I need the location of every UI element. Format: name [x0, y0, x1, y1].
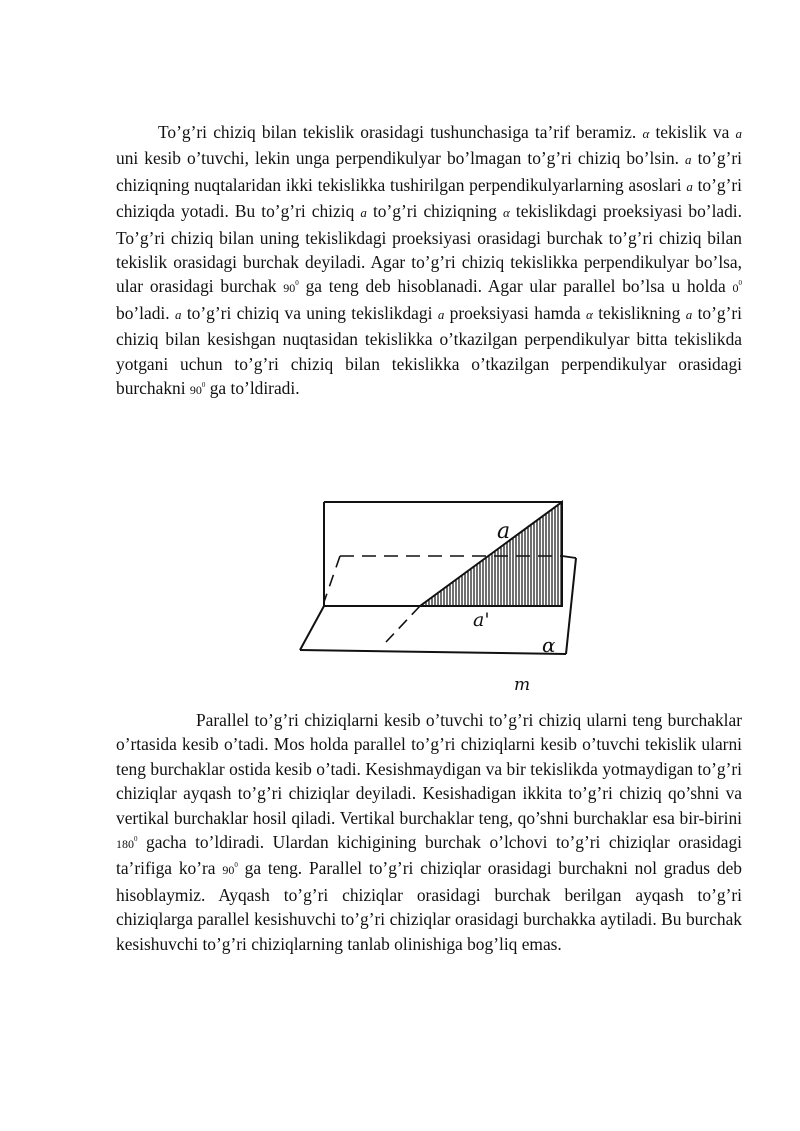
text-span: tekislikning [592, 302, 686, 323]
degree-superscript: 0 [201, 381, 206, 390]
symbol-a: a [686, 178, 693, 194]
degree-value: 90 [189, 383, 202, 398]
text-span: ga teng deb hisoblanadi. Agar ular parallel bo’lsa u holda [298, 276, 733, 297]
geometry-drawing [290, 494, 590, 694]
symbol-alpha: α [586, 306, 593, 322]
label-line-a: a [497, 519, 511, 544]
text-span: To’g’ri chiziq bilan tekislik orasidagi tushunchasiga ta’rif beramiz. [158, 122, 643, 142]
symbol-a: a [360, 205, 367, 221]
paragraph-angle-line-plane [116, 120, 742, 402]
degree-value: 180 [116, 837, 134, 852]
degree-superscript: 0 [234, 861, 238, 870]
text-span: proeksiyasi hamda [444, 302, 586, 323]
degree-superscript: 0 [295, 279, 299, 288]
text-span: tekislikdagi proeksiyasi bo’ladi. To’g’ri chiziq bilan uning tekislikdagi proeksiyasi orasidagi burchak to’g’ri chiziq bilan tekislik orasidagi burchak deyiladi. Agar to’g’ri chiziq tekislikka perpendikulyar bo’lsa, ular orasidagi burchak [116, 201, 742, 297]
degree-superscript: 0 [134, 835, 138, 844]
symbol-a: a [685, 152, 692, 168]
text-span: ga to’ldiradi. [205, 378, 300, 399]
projection-dashed-line [386, 606, 420, 642]
paragraph-parallel-skew-lines [116, 708, 742, 956]
plane-left-front-edge [300, 606, 324, 650]
label-caption-m: m [514, 675, 531, 694]
degree-value: 90 [283, 281, 296, 296]
symbol-a: a [735, 126, 742, 141]
hatched-triangle [420, 502, 562, 606]
symbol-a: a [685, 306, 693, 322]
text-span: Parallel to’g’ri chiziqlarni kesib o’tuvchi to’g’ri chiziq ularni teng burchaklar o’rtasida kesib o’tadi. Mos holda parallel to’g’ri chiziqlarni kesib o’tuvchi tekislik ularni teng burchaklar ostida kesib o’tadi. Kesishmaydigan va bir tekislikda yotmaydigan to’g’ri chiziqlar ayqash to’g’ri chiziqlar deyiladi. Kesishadigan ikkita to’g’ri chiziq qo’shni va vertikal burchaklar hosil qiladi. Vertikal burchaklar teng, qo’shni burchaklar esa bir-birini [116, 710, 742, 828]
text-span: gacha to’ldiradi. Ulardan kichigining burchak o’lchovi to’g’ri chiziqlar orasidagi ta’rifiga ko’ra [116, 832, 742, 879]
text-span: uni kesib o’tuvchi, lekin unga perpendikulyar bo’lmagan to’g’ri chiziq bo’lsin. [116, 148, 686, 169]
text-span: to’g’ri chiziqda yotadi. Bu to’g’ri chiziq [116, 174, 742, 222]
symbol-alpha: α [642, 126, 650, 141]
plane-right-edge [566, 558, 576, 654]
text-span: bo’ladi. [116, 302, 175, 323]
degree-value: 0 [732, 281, 739, 296]
text-span: to’g’ri chiziqning nuqtalaridan ikki tekislikka tushirilgan perpendikulyarlarning asoslari [116, 148, 743, 195]
plane-left-dashed-edge [324, 556, 340, 602]
symbol-alpha: α [502, 205, 510, 221]
text-span: to’g’ri chiziq va uning tekislikdagi [181, 302, 438, 323]
text-span: to’g’ri chiziq bilan kesishgan nuqtasidan tekislikka o’tkazilgan perpendikulyar bitta tekislikda yotgani uchun to’g’ri chiziq bilan tekislikka o’tkazilgan perpendikulyar orasidagi burchakni [116, 302, 743, 399]
plane-front-edge [300, 650, 566, 654]
label-plane-alpha: α [542, 633, 556, 657]
degree-superscript: 0 [738, 279, 743, 288]
text-span: tekislik va [649, 122, 736, 142]
plane-back-right-edge [562, 556, 576, 558]
label-projection-a-prime: a' [473, 609, 490, 631]
text-span: ga teng. Parallel to’g’ri chiziqlar orasidagi burchakni nol gradus deb hisoblaymiz. Ayqash to’g’ri chiziqlar orasidagi burchak berilgan ayqash to’g’ri chiziqlarga parallel kesishuvchi to’g’ri chiziqlar orasidagi burchakka aytiladi. Bu burchak kesishuvchi to’g’ri chiziqlarning tanlab olinishiga bog’liq emas. [116, 858, 742, 954]
text-span: to’g’ri chiziqning [366, 201, 503, 222]
figure-plane-line-projection [290, 494, 590, 694]
symbol-a: a [174, 306, 182, 322]
degree-value: 90 [222, 863, 235, 878]
symbol-a: a [437, 306, 445, 322]
